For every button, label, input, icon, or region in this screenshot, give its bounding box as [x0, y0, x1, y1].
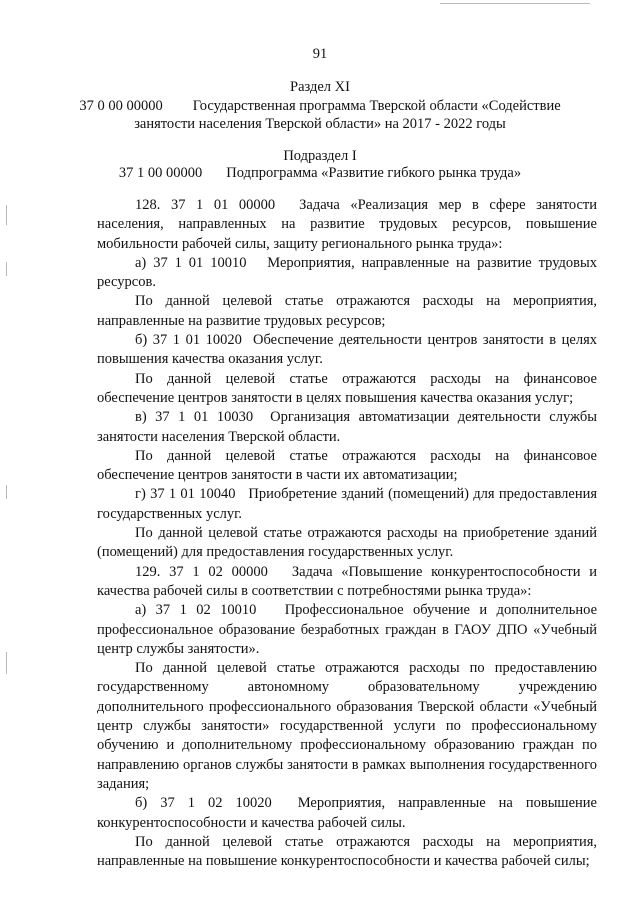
subsection-code: 37 1 00 00000	[118, 165, 203, 181]
page-number: 91	[312, 46, 328, 62]
paragraph: По данной целевой статье отражаются расходы на мероприятия, направленные на повышение конкурентоспособности и качества рабочей силы;	[97, 833, 597, 870]
paragraph-text: Организация автоматизации деятельности службы занятости населения Тверской области.	[97, 409, 597, 445]
paragraph-text: Обеспечение деятельности центров занятости в целях повышения качества оказания услуг.	[97, 332, 598, 368]
paragraph: По данной целевой статье отражаются расходы на финансовое обеспечение центров занятости в целях повышения качества оказания услуг;	[97, 370, 597, 406]
budget-code: в) 37 1 01 10030	[135, 409, 254, 426]
subsection-heading	[0, 164, 640, 182]
paragraph	[97, 408, 597, 447]
paragraph-text: Задача «Реализация мер в сфере занятости населения, направленных на развитие трудовых ресурсов, повышение мобильности рабочей силы, защиту регионального рынка труда»:	[97, 197, 597, 252]
budget-code: б) 37 1 02 10020	[135, 795, 272, 812]
paragraph	[97, 563, 597, 602]
budget-code: 129. 37 1 02 00000	[135, 563, 268, 580]
paragraph	[97, 601, 597, 659]
subsection-program-title: Подпрограмма «Развитие гибкого рынка труда»	[226, 165, 522, 181]
paragraph	[97, 485, 597, 524]
section-title: Раздел XI	[290, 79, 350, 95]
section-program-title: Государственная программа Тверской области «Содействие	[192, 98, 561, 114]
budget-code: а) 37 1 02 10010	[135, 602, 257, 619]
budget-code: г) 37 1 01 10040	[135, 486, 236, 503]
budget-code: 128. 37 1 01 00000	[135, 197, 276, 213]
budget-code: б) 37 1 01 10020	[135, 332, 242, 349]
paragraph	[97, 254, 597, 293]
paragraph-text: Приобретение зданий (помещений) для предоставления государственных услуг.	[97, 486, 598, 522]
paragraph-text: Мероприятия, направленные на развитие трудовых ресурсов.	[97, 254, 598, 291]
paragraph	[97, 196, 597, 254]
scan-artifact-left	[6, 205, 7, 225]
body-text	[97, 196, 597, 871]
paragraph: По данной целевой статье отражаются расходы на приобретение зданий (помещений) для предоставления государственных услуг.	[97, 525, 597, 561]
paragraph	[97, 794, 597, 833]
paragraph	[97, 331, 597, 370]
paragraph-text: Профессиональное обучение и дополнительное профессиональное образование безработных граждан в ГАОУ ДПО «Учебный центр службы занятости».	[97, 602, 598, 657]
paragraph: По данной целевой статье отражаются расходы по предоставлению государственному автономному образовательному учреждению дополнительного профессионального образования Тверской области «Учебный центр службы занятости» государственной услуги по профессиональному обучению и дополнительному профессиональному образованию граждан по направлению органов службы занятости в рамках выполнения государственного задания;	[97, 660, 597, 792]
paragraph: По данной целевой статье отражаются расходы на мероприятия, направленные на развитие трудовых ресурсов;	[97, 293, 597, 329]
scan-artifact-left	[6, 485, 7, 499]
paragraph: По данной целевой статье отражаются расходы на финансовое обеспечение центров занятости в части их автоматизации;	[97, 447, 597, 484]
section-code: 37 0 00 00000	[79, 98, 163, 114]
scan-artifact-left	[6, 652, 7, 674]
paragraph-text: Задача «Повышение конкурентоспособности и качества рабочей силы в соответствии с потребностями рынка труда»:	[97, 563, 598, 599]
section-heading-line1	[0, 97, 640, 115]
subsection-title: Подраздел I	[283, 148, 357, 164]
scan-artifact-left	[6, 262, 7, 276]
section-heading-line2: занятости населения Тверской области» на 2017 - 2022 годы	[134, 116, 506, 132]
paragraph-text: Мероприятия, направленные на повышение конкурентоспособности и качества рабочей силы.	[97, 795, 597, 831]
budget-code: а) 37 1 01 10010	[135, 254, 247, 271]
scan-artifact-top	[440, 3, 590, 4]
